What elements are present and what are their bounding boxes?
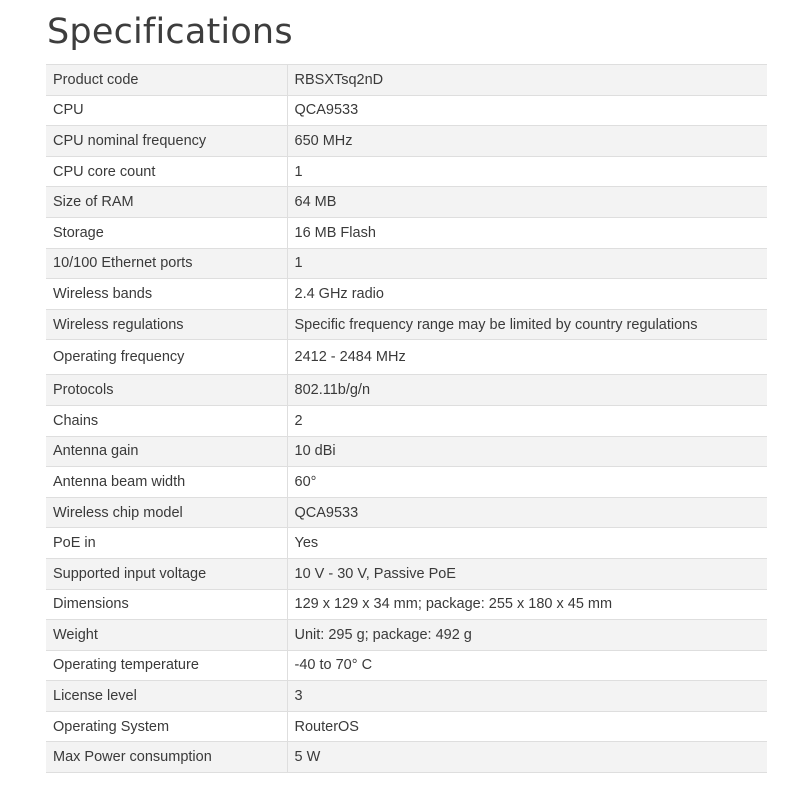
table-row [46,95,767,126]
spec-label: CPU nominal frequency [46,126,287,157]
table-row [46,497,767,528]
spec-value: 10 dBi [287,436,767,467]
table-row [46,309,767,340]
table-row [46,65,767,96]
spec-value: 64 MB [287,187,767,218]
spec-value: 60° [287,467,767,498]
table-row [46,126,767,157]
spec-value: 129 x 129 x 34 mm; package: 255 x 180 x 45 mm [287,589,767,620]
spec-value: 2412 - 2484 MHz [287,340,767,375]
spec-value: Specific frequency range may be limited by country regulations [287,309,767,340]
spec-value: 2 [287,405,767,436]
spec-label: Operating temperature [46,650,287,681]
spec-value: 5 W [287,742,767,773]
spec-value: 802.11b/g/n [287,375,767,406]
specifications-table [46,64,767,773]
table-row [46,156,767,187]
spec-label: Weight [46,620,287,651]
spec-label: Wireless chip model [46,497,287,528]
spec-label: 10/100 Ethernet ports [46,248,287,279]
spec-value: Unit: 295 g; package: 492 g [287,620,767,651]
spec-value: 1 [287,248,767,279]
table-row [46,340,767,375]
table-row [46,187,767,218]
spec-value: 16 MB Flash [287,217,767,248]
spec-label: Dimensions [46,589,287,620]
spec-value: 1 [287,156,767,187]
spec-label: Operating frequency [46,340,287,375]
table-row [46,558,767,589]
spec-value: Yes [287,528,767,559]
spec-value: RBSXTsq2nD [287,65,767,96]
spec-value: QCA9533 [287,95,767,126]
table-row [46,620,767,651]
spec-label: Operating System [46,711,287,742]
spec-label: Antenna beam width [46,467,287,498]
spec-value: QCA9533 [287,497,767,528]
table-row [46,528,767,559]
table-row [46,742,767,773]
spec-label: License level [46,681,287,712]
page-title: Specifications [47,12,293,52]
spec-value: 650 MHz [287,126,767,157]
table-row [46,217,767,248]
table-row [46,711,767,742]
table-row [46,375,767,406]
table-row [46,650,767,681]
spec-value: 2.4 GHz radio [287,279,767,310]
spec-label: Max Power consumption [46,742,287,773]
spec-label: Supported input voltage [46,558,287,589]
table-row [46,248,767,279]
spec-value: 10 V - 30 V, Passive PoE [287,558,767,589]
table-row [46,279,767,310]
table-row [46,405,767,436]
spec-label: Wireless regulations [46,309,287,340]
table-row [46,467,767,498]
spec-value: -40 to 70° C [287,650,767,681]
spec-label: Wireless bands [46,279,287,310]
spec-label: Antenna gain [46,436,287,467]
spec-label: PoE in [46,528,287,559]
spec-label: CPU [46,95,287,126]
spec-value: 3 [287,681,767,712]
spec-label: Storage [46,217,287,248]
spec-label: Size of RAM [46,187,287,218]
spec-value: RouterOS [287,711,767,742]
table-row [46,589,767,620]
spec-label: Protocols [46,375,287,406]
spec-label: Product code [46,65,287,96]
spec-label: CPU core count [46,156,287,187]
table-row [46,436,767,467]
spec-label: Chains [46,405,287,436]
table-row [46,681,767,712]
